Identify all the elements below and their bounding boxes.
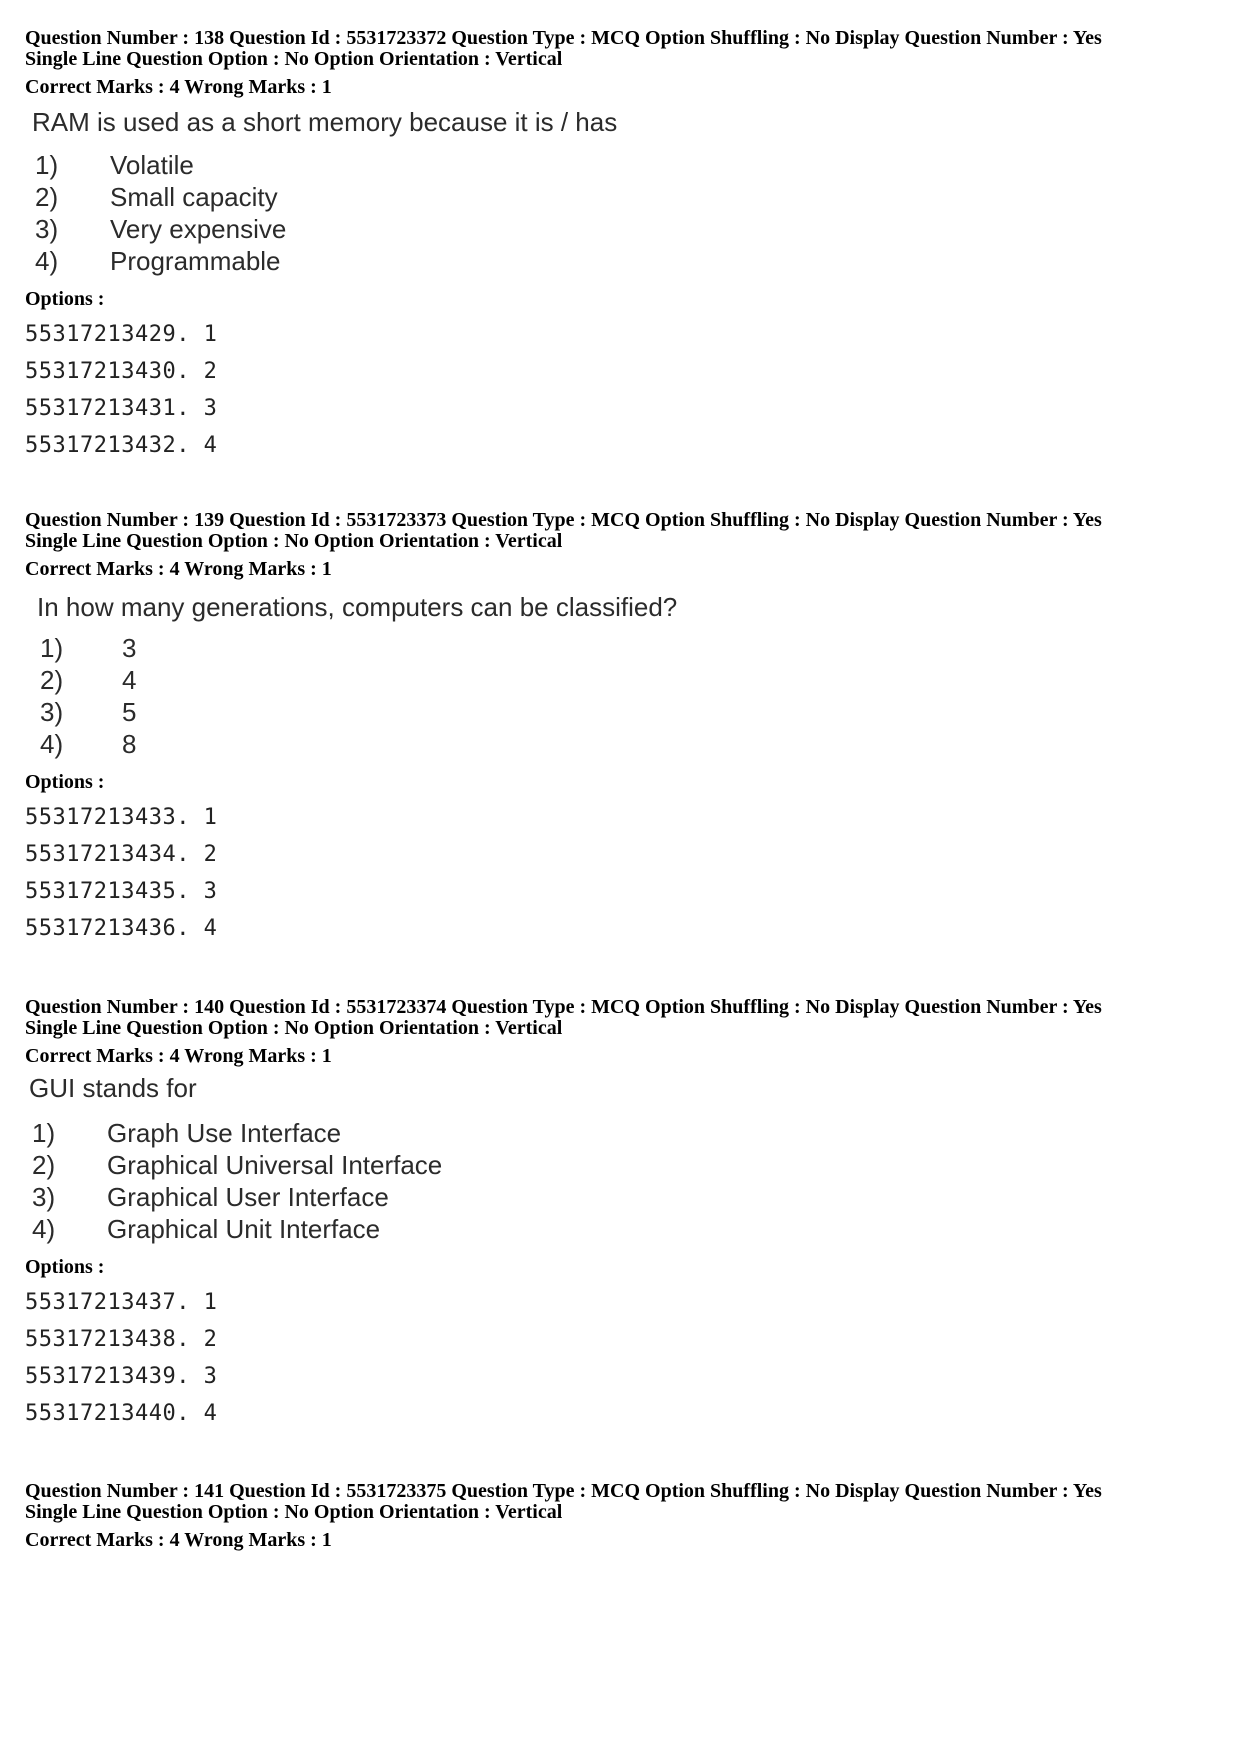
choice-text: Programmable (110, 246, 281, 276)
option-id: 55317213436. 4 (25, 916, 218, 941)
choice-number: 2) (35, 182, 59, 212)
choice-number: 4) (32, 1214, 56, 1244)
choice-number: 1) (40, 633, 64, 663)
choice-item (37, 728, 1215, 760)
question-meta-line: Question Number : 138 Question Id : 5531723372 Question Type : MCQ Option Shuffling : No Display Question Number : Yes (25, 27, 1102, 49)
choice-item (29, 1149, 1215, 1181)
choice-text: 8 (122, 729, 137, 759)
option-id: 55317213437. 1 (25, 1290, 218, 1315)
question-meta-line: Question Number : 140 Question Id : 5531723374 Question Type : MCQ Option Shuffling : No Display Question Number : Yes (25, 996, 1102, 1018)
question-choices (37, 632, 1215, 760)
choice-number: 3) (32, 1182, 56, 1212)
question-meta-line-2: Single Line Question Option : No Option Orientation : Vertical (25, 530, 563, 552)
choice-item (29, 1117, 1215, 1149)
option-id: 55317213439. 3 (25, 1364, 218, 1389)
question-meta-line-2: Single Line Question Option : No Option Orientation : Vertical (25, 1017, 563, 1039)
choice-item (32, 149, 1215, 181)
choice-item (29, 1213, 1215, 1245)
choice-number: 3) (35, 214, 59, 244)
choice-item (37, 632, 1215, 664)
choice-item (37, 696, 1215, 728)
question-image (37, 590, 1215, 760)
question-marks: Correct Marks : 4 Wrong Marks : 1 (25, 558, 332, 580)
option-id-list (25, 316, 1215, 464)
choice-number: 4) (40, 729, 64, 759)
choice-item (37, 664, 1215, 696)
question-choices (29, 1117, 1215, 1245)
choice-text: Small capacity (110, 182, 278, 212)
choice-item (29, 1181, 1215, 1213)
question-block-141 (25, 1481, 1215, 1551)
options-label: Options : (25, 771, 105, 793)
choice-text: Graph Use Interface (107, 1118, 342, 1148)
question-image (32, 105, 1215, 277)
choice-number: 1) (32, 1118, 56, 1148)
choice-text: Graphical User Interface (107, 1182, 389, 1212)
choice-number: 2) (40, 665, 64, 695)
choice-text: Very expensive (110, 214, 287, 244)
choice-text: 3 (122, 633, 137, 663)
option-id-list (25, 799, 1215, 947)
option-id: 55317213432. 4 (25, 433, 218, 458)
question-image (29, 1071, 1215, 1245)
question-block-139 (25, 510, 1215, 947)
option-id: 55317213433. 1 (25, 805, 218, 830)
choice-text: Volatile (110, 150, 194, 180)
question-block-140 (25, 997, 1215, 1432)
options-label: Options : (25, 288, 105, 310)
option-id: 55317213431. 3 (25, 396, 218, 421)
choice-number: 3) (40, 697, 64, 727)
question-meta-line: Question Number : 141 Question Id : 5531723375 Question Type : MCQ Option Shuffling : No Display Question Number : Yes (25, 1480, 1102, 1502)
question-text: RAM is used as a short memory because it is / has (32, 107, 618, 137)
choice-text: 5 (122, 697, 137, 727)
choice-number: 1) (35, 150, 59, 180)
option-id: 55317213440. 4 (25, 1401, 218, 1426)
option-id: 55317213429. 1 (25, 322, 218, 347)
choice-item (32, 245, 1215, 277)
question-block-138 (25, 28, 1215, 464)
option-id: 55317213438. 2 (25, 1327, 218, 1352)
choice-number: 4) (35, 246, 59, 276)
choice-text: Graphical Unit Interface (107, 1214, 381, 1244)
options-label: Options : (25, 1256, 105, 1278)
choice-item (32, 213, 1215, 245)
choice-number: 2) (32, 1150, 56, 1180)
option-id-list (25, 1284, 1215, 1432)
question-choices (32, 149, 1215, 277)
question-meta-line-2: Single Line Question Option : No Option Orientation : Vertical (25, 1501, 563, 1523)
choice-text: 4 (122, 665, 137, 695)
choice-text: Graphical Universal Interface (107, 1150, 443, 1180)
question-text: GUI stands for (29, 1073, 197, 1103)
question-meta-line-2: Single Line Question Option : No Option Orientation : Vertical (25, 48, 563, 70)
question-marks: Correct Marks : 4 Wrong Marks : 1 (25, 1045, 332, 1067)
option-id: 55317213430. 2 (25, 359, 218, 384)
question-text: In how many generations, computers can be classified? (37, 592, 678, 622)
option-id: 55317213435. 3 (25, 879, 218, 904)
question-marks: Correct Marks : 4 Wrong Marks : 1 (25, 76, 332, 98)
question-marks: Correct Marks : 4 Wrong Marks : 1 (25, 1529, 332, 1551)
option-id: 55317213434. 2 (25, 842, 218, 867)
choice-item (32, 181, 1215, 213)
question-meta-line: Question Number : 139 Question Id : 5531723373 Question Type : MCQ Option Shuffling : No Display Question Number : Yes (25, 509, 1102, 531)
